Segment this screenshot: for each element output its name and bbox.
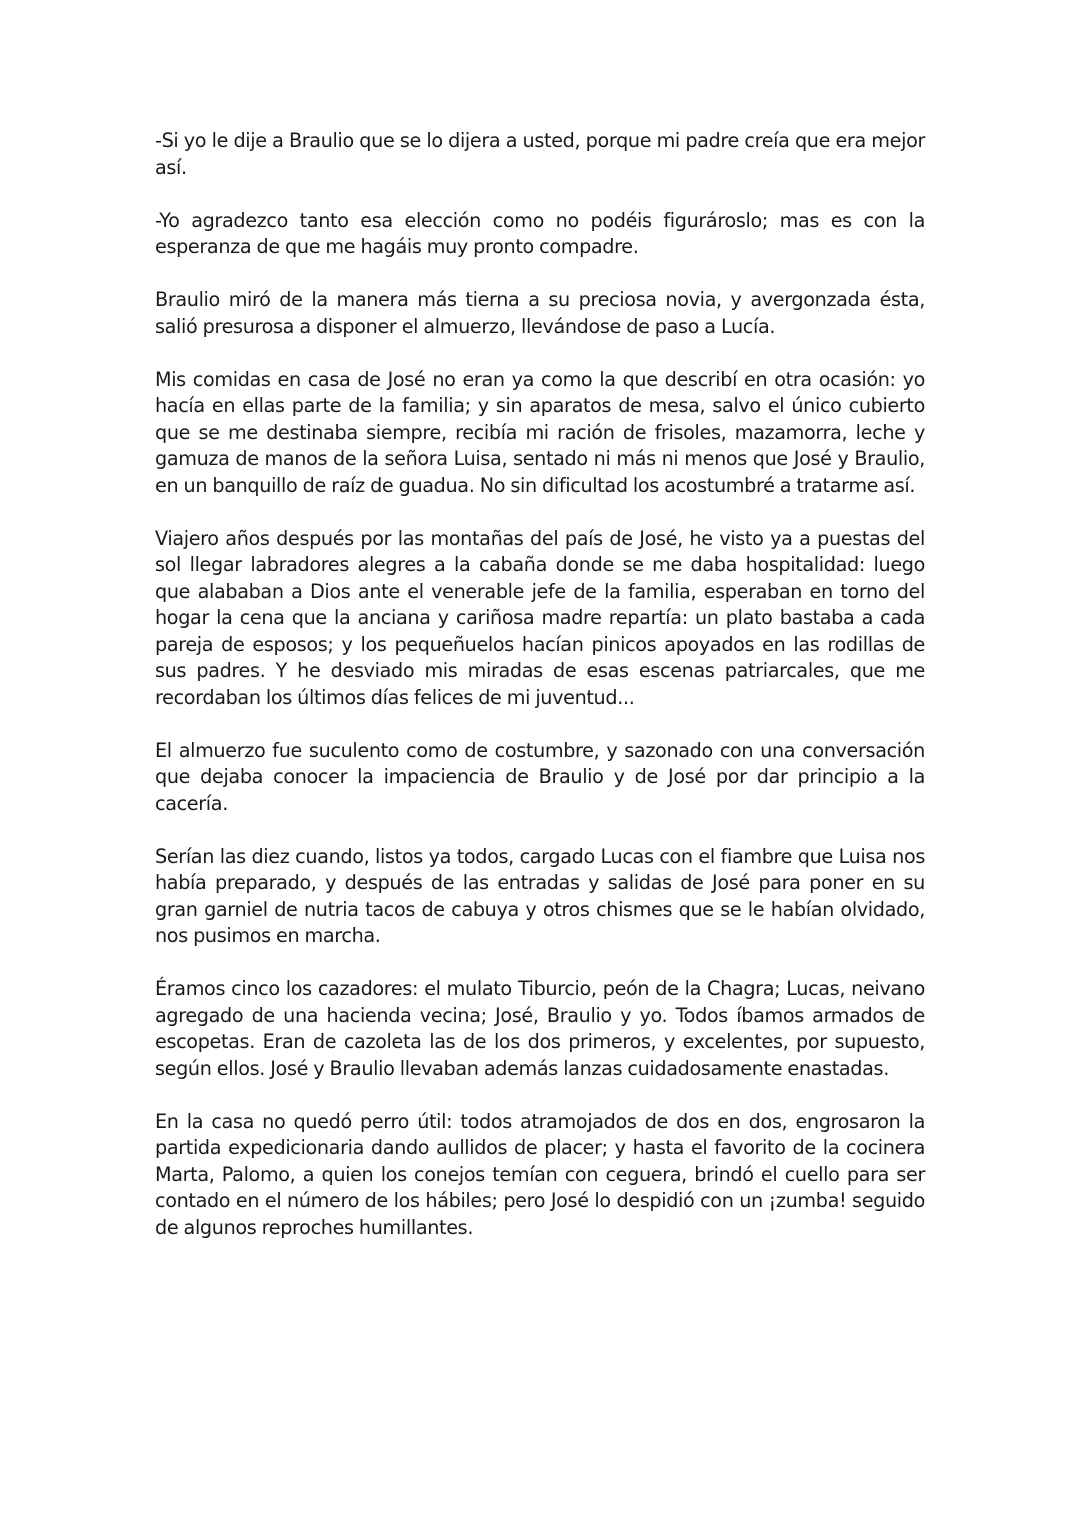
paragraph-6: El almuerzo fue suculento como de costumbre, y sazonado con una conversación que dejaba conocer la impaciencia de Braulio y de José por dar principio a la cacería. (155, 738, 925, 815)
paragraph-2: -Yo agradezco tanto esa elección como no podéis figurároslo; mas es con la esperanza de que me hagáis muy pronto compadre. (155, 208, 925, 258)
paragraph-3: Braulio miró de la manera más tierna a su preciosa novia, y avergonzada ésta, salió presurosa a disponer el almuerzo, llevándose de paso a Lucía. (155, 288, 925, 338)
document-page (155, 128, 925, 1268)
paragraph-8: Éramos cinco los cazadores: el mulato Tiburcio, peón de la Chagra; Lucas, neivano agregado de una hacienda vecina; José, Braulio y yo. Todos íbamos armados de escopetas. Eran de cazoleta las de los dos primeros, y excelentes, por supuesto, según ellos. José y Braulio llevaban además lanzas cuidadosamente enastadas. (155, 977, 925, 1080)
paragraph-1: -Si yo le dije a Braulio que se lo dijera a usted, porque mi padre creía que era mejor así. (155, 129, 925, 179)
paragraph-5: Viajero años después por las montañas del país de José, he visto ya a puestas del sol llegar labradores alegres a la cabaña donde se me daba hospitalidad: luego que alababan a Dios ante el venerable jefe de la familia, esperaban en torno del hogar la cena que la anciana y cariñosa madre repartía: un plato bastaba a cada pareja de esposos; y los pequeñuelos hacían pinicos apoyados en las rodillas de sus padres. Y he desviado mis miradas de esas escenas patriarcales, que me recordaban los últimos días felices de mi juventud... (155, 526, 925, 709)
paragraph-4: Mis comidas en casa de José no eran ya como la que describí en otra ocasión: yo hacía en ellas parte de la familia; y sin aparatos de mesa, salvo el único cubierto que se me destinaba siempre, recibía mi ración de frisoles, mazamorra, leche y gamuza de manos de la señora Luisa, sentado ni más ni menos que José y Braulio, en un banquillo de raíz de guadua. No sin dificultad los acostumbré a tratarme así. (155, 367, 925, 497)
paragraph-9: En la casa no quedó perro útil: todos atramojados de dos en dos, engrosaron la partida expedicionaria dando aullidos de placer; y hasta el favorito de la cocinera Marta, Palomo, a quien los conejos temían con ceguera, brindó el cuello para ser contado en el número de los hábiles; pero José lo despidió con un ¡zumba! seguido de algunos reproches humillantes. (155, 1109, 925, 1239)
paragraph-7: Serían las diez cuando, listos ya todos, cargado Lucas con el fiambre que Luisa nos había preparado, y después de las entradas y salidas de José para poner en su gran garniel de nutria tacos de cabuya y otros chismes que se le habían olvidado, nos pusimos en marcha. (155, 844, 925, 947)
